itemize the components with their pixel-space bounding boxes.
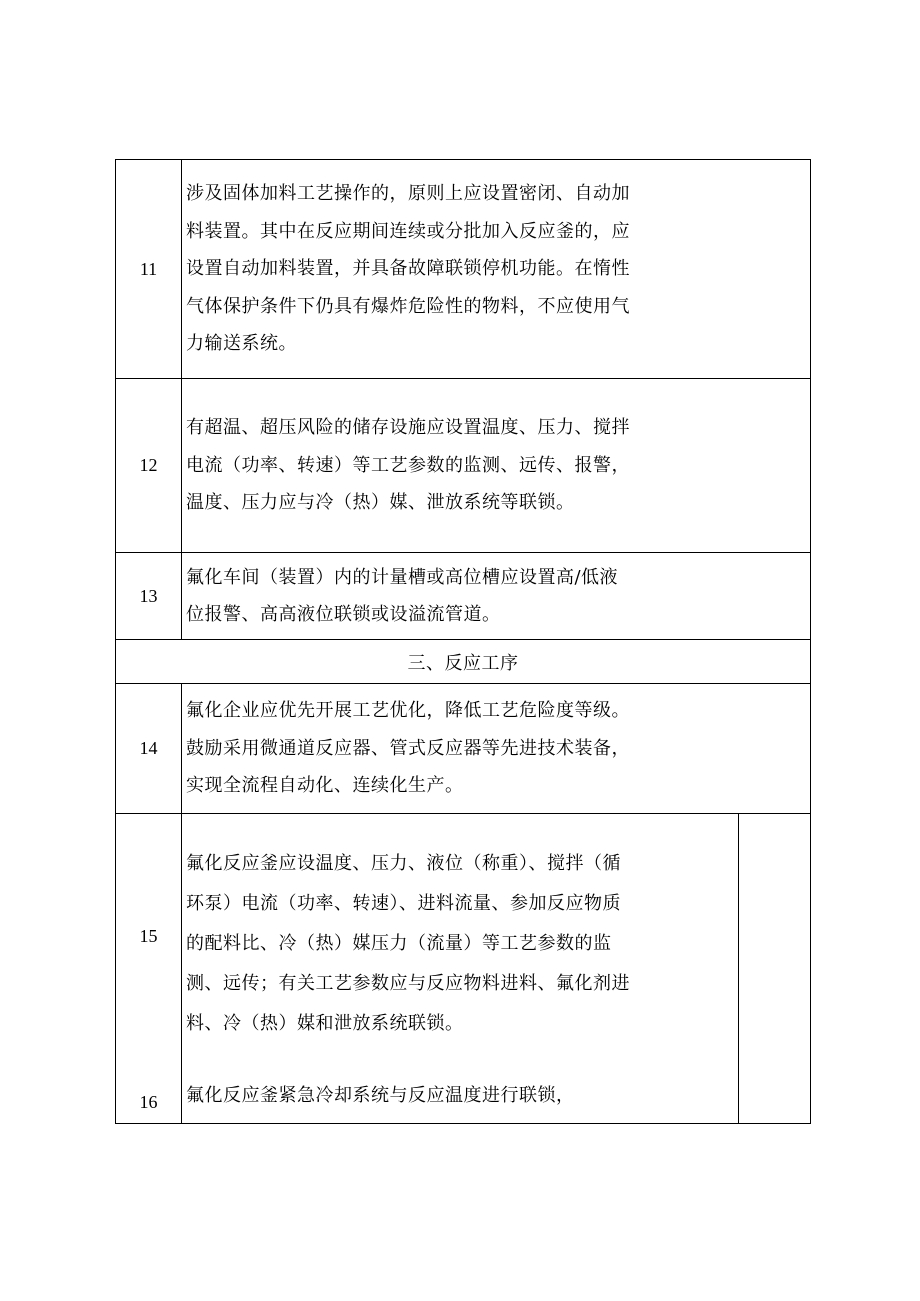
row-number-cell [116,814,182,1124]
table-row [116,160,811,379]
section-row [116,640,811,684]
row-content-cell [182,814,739,1124]
row-number: 11 [116,160,182,379]
table-row [116,814,811,1124]
row-content: 氟化反应釜应设温度、压力、液位（称重）、搅拌（循环泵）电流（功率、转速）、进料流量、参加反应物质的配料比、冷（热）媒压力（流量）等工艺参数的监测、远传；有关工艺参数应与反应物料进料、氟化剂进料、冷（热）媒和泄放系统联锁。 [186,853,630,1034]
row-content: 氟化车间（装置）内的计量槽或高位槽应设置高/低液位报警、高高液位联锁或设溢流管道。 [186,566,619,625]
empty-cell [739,814,811,1124]
row-content-cell [182,553,811,640]
row-content-cell [182,379,811,553]
row-number: 13 [116,553,182,640]
row-content: 有超温、超压风险的储存设施应设置温度、压力、搅拌电流（功率、转速）等工艺参数的监测、远传、报警，温度、压力应与冷（热）媒、泄放系统等联锁。 [186,417,630,514]
table-row [116,553,811,640]
row-content: 氟化反应釜紧急冷却系统与反应温度进行联锁， [186,1085,575,1106]
section-heading: 三、反应工序 [116,640,811,684]
row-content-cell [182,160,811,379]
row-content-cell [182,684,811,814]
row-content: 涉及固体加料工艺操作的，原则上应设置密闭、自动加料装置。其中在反应期间连续或分批加入反应釜的，应设置自动加料装置，并具备故障联锁停机功能。在惰性气体保护条件下仍具有爆炸危险性的物料，不应使用气力输送系统。 [186,183,630,355]
row-number: 15 [139,926,158,946]
requirements-table [115,159,811,1124]
table-row [116,684,811,814]
row-number: 16 [139,1092,158,1112]
row-number: 12 [116,379,182,553]
table-row [116,379,811,553]
row-number: 14 [116,684,182,814]
row-content: 氟化企业应优先开展工艺优化，降低工艺危险度等级。鼓励采用微通道反应器、管式反应器等先进技术装备，实现全流程自动化、连续化生产。 [186,700,630,797]
